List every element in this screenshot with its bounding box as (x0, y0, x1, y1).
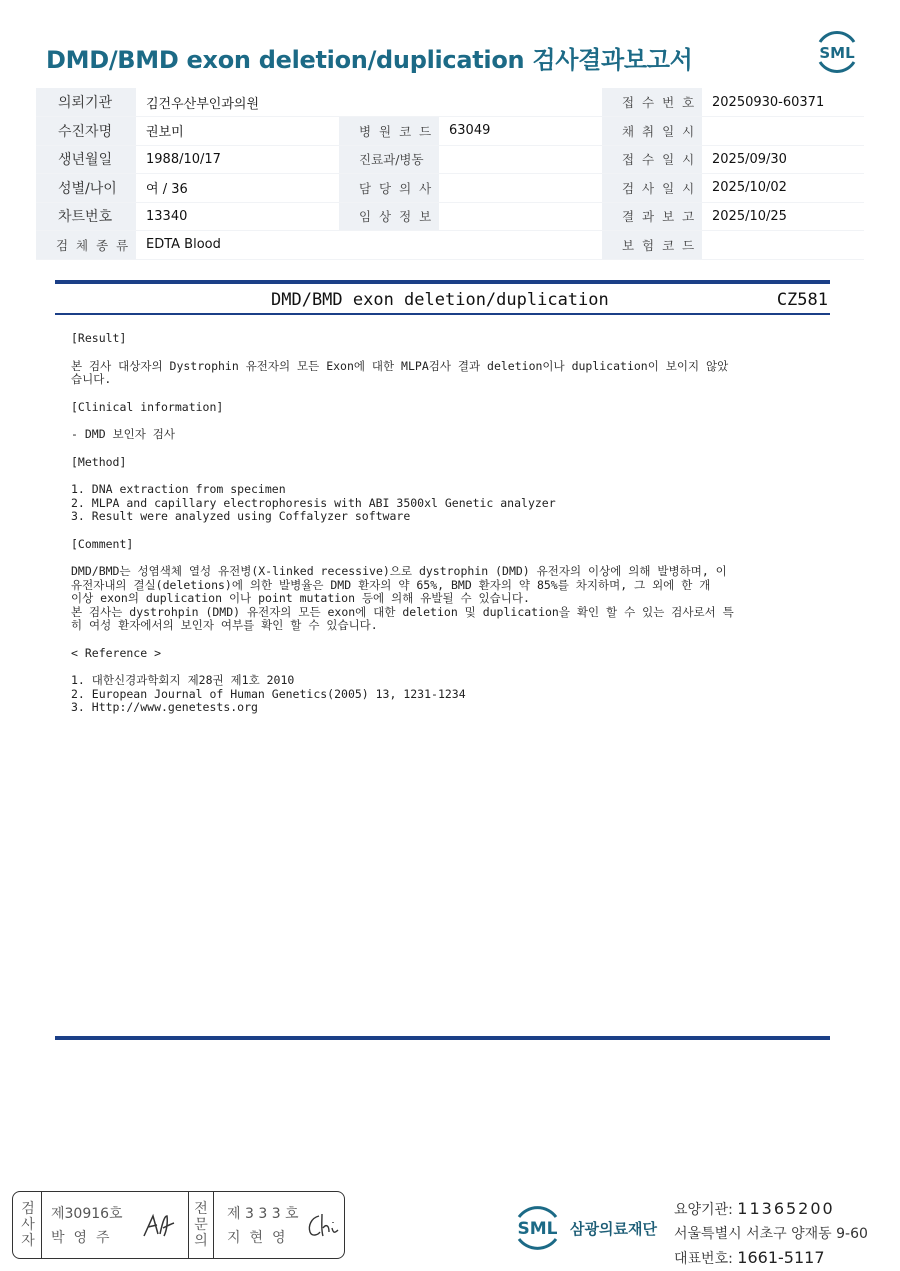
method-item: 1. DNA extraction from specimen (71, 482, 286, 496)
care-label: 요양기관: (674, 1202, 733, 1218)
test-date-label: 검 사 일 시 (602, 174, 702, 203)
sml-logo-icon (812, 28, 862, 76)
info-row (36, 231, 864, 260)
doctor-value (439, 174, 602, 203)
comment-text: 히 여성 환자에서의 보인자 여부를 확인 할 수 있습니다. (71, 618, 378, 632)
footer-info (674, 1197, 868, 1271)
comment-text: 본 검사는 dystrohpin (DMD) 유전자의 모든 exon에 대한 deletion 및 duplication을 확인 할 수 있는 검사로서 특 (71, 604, 734, 619)
dept-label: 진료과/병동 (339, 145, 439, 174)
receipt-date-label: 접 수 일 시 (602, 145, 702, 174)
comment-heading: [Comment] (71, 536, 134, 551)
birth-value: 1988/10/17 (136, 145, 339, 174)
signature-box (12, 1191, 345, 1259)
clinical-label: 임 상 정 보 (339, 202, 439, 231)
report-body (71, 332, 816, 715)
test-code: CZ581 (776, 290, 828, 310)
insurance-label: 보 험 코 드 (602, 231, 702, 260)
clinical-heading: [Clinical information] (71, 399, 224, 414)
chart-label: 차트번호 (36, 202, 136, 231)
patient-info-table (36, 88, 864, 260)
info-row (36, 174, 864, 203)
report-title: DMD/BMD exon deletion/duplication 검사결과보고서 (46, 46, 693, 74)
method-item: 2. MLPA and capillary electrophoresis with ABI 3500xl Genetic analyzer (71, 495, 556, 510)
examiner-no: 제30916호 (51, 1206, 123, 1222)
collect-date-value (702, 117, 864, 146)
hospital-code-label: 병 원 코 드 (339, 117, 439, 146)
info-row (36, 88, 864, 117)
divider (55, 313, 830, 315)
divider (55, 1036, 830, 1040)
clinical-value (439, 202, 602, 231)
foundation-name: 삼광의료재단 (570, 1220, 657, 1238)
specialist-label: 전 문 의 (188, 1192, 214, 1258)
collect-date-label: 채 취 일 시 (602, 117, 702, 146)
examiner-signature-icon (141, 1210, 177, 1240)
specialist-signature-icon (305, 1210, 341, 1240)
examiner-block (51, 1202, 123, 1250)
report-date-label: 결 과 보 고 (602, 202, 702, 231)
info-row (36, 202, 864, 231)
sml-logo-text: SML (819, 44, 855, 62)
chart-value: 13340 (136, 202, 339, 231)
hospital-code-value: 63049 (439, 117, 602, 146)
phone-row (674, 1246, 868, 1271)
test-name: DMD/BMD exon deletion/duplication (271, 290, 609, 310)
sml-footer-logo-icon (510, 1200, 565, 1255)
insurance-value (702, 231, 864, 260)
examiner-name: 박영주 (51, 1230, 119, 1246)
divider (55, 280, 830, 284)
result-text: 습니다. (71, 372, 112, 386)
info-row (36, 117, 864, 146)
address: 서울특별시 서초구 양재동 9-60 (674, 1226, 868, 1242)
institution-label: 의뢰기관 (36, 88, 136, 117)
comment-text: 유전자내의 결실(deletions)에 의한 발병율은 DMD 환자의 약 65%, BMD 환자의 약 85%를 차지하며, 그 외에 한 개 (71, 577, 711, 592)
report-date-value: 2025/10/25 (702, 202, 864, 231)
patient-label: 수진자명 (36, 117, 136, 146)
birth-label: 생년월일 (36, 145, 136, 174)
comment-text: DMD/BMD는 성염색체 열성 유전병(X-linked recessive)으로 dystrophin (DMD) 유전자의 이상에 의해 발병하며, 이 (71, 564, 727, 578)
phone-label: 대표번호: (674, 1251, 733, 1267)
specialist-block (227, 1202, 299, 1250)
patient-value: 권보미 (136, 117, 339, 146)
examiner-label: 검 사 자 (15, 1192, 42, 1258)
doctor-label: 담 당 의 사 (339, 174, 439, 203)
sex-age-value: 여 / 36 (136, 174, 339, 203)
specialist-no: 제 3 3 3 호 (227, 1206, 299, 1222)
method-item: 3. Result were analyzed using Coffalyzer software (71, 509, 411, 523)
comment-text: 이상 exon의 duplication 이나 point mutation 등에 의해 유발될 수 있습니다. (71, 591, 530, 605)
test-date-value: 2025/10/02 (702, 174, 864, 203)
reference-item: 1. 대한신경과학회지 제28권 제1호 2010 (71, 673, 295, 687)
sex-age-label: 성별/나이 (36, 174, 136, 203)
care-number: 11365200 (737, 1199, 835, 1218)
reference-heading: < Reference > (71, 645, 162, 660)
dept-value (439, 145, 602, 174)
institution-value: 김건우산부인과의원 (136, 88, 602, 117)
receipt-date-value: 2025/09/30 (702, 145, 864, 174)
sml-footer-logo-text: SML (517, 1219, 558, 1239)
result-heading: [Result] (71, 331, 127, 345)
result-text: 본 검사 대상자의 Dystrophin 유전자의 모든 Exon에 대한 MLPA검사 결과 deletion이나 duplication이 보이지 않았 (71, 358, 729, 373)
phone-number: 1661-5117 (737, 1248, 825, 1267)
specimen-value: EDTA Blood (136, 231, 602, 260)
specimen-label: 검 체 종 류 (36, 231, 136, 260)
reference-item: 3. Http://www.genetests.org (71, 700, 258, 714)
info-row (36, 145, 864, 174)
care-institution-row (674, 1197, 868, 1222)
report-section (55, 280, 830, 1040)
receipt-no-value: 20250930-60371 (702, 88, 864, 117)
receipt-no-label: 접 수 번 호 (602, 88, 702, 117)
reference-item: 2. European Journal of Human Genetics(2005) 13, 1231-1234 (71, 686, 466, 701)
specialist-name: 지현영 (227, 1230, 295, 1246)
method-heading: [Method] (71, 454, 127, 469)
clinical-text: - DMD 보인자 검사 (71, 427, 176, 441)
